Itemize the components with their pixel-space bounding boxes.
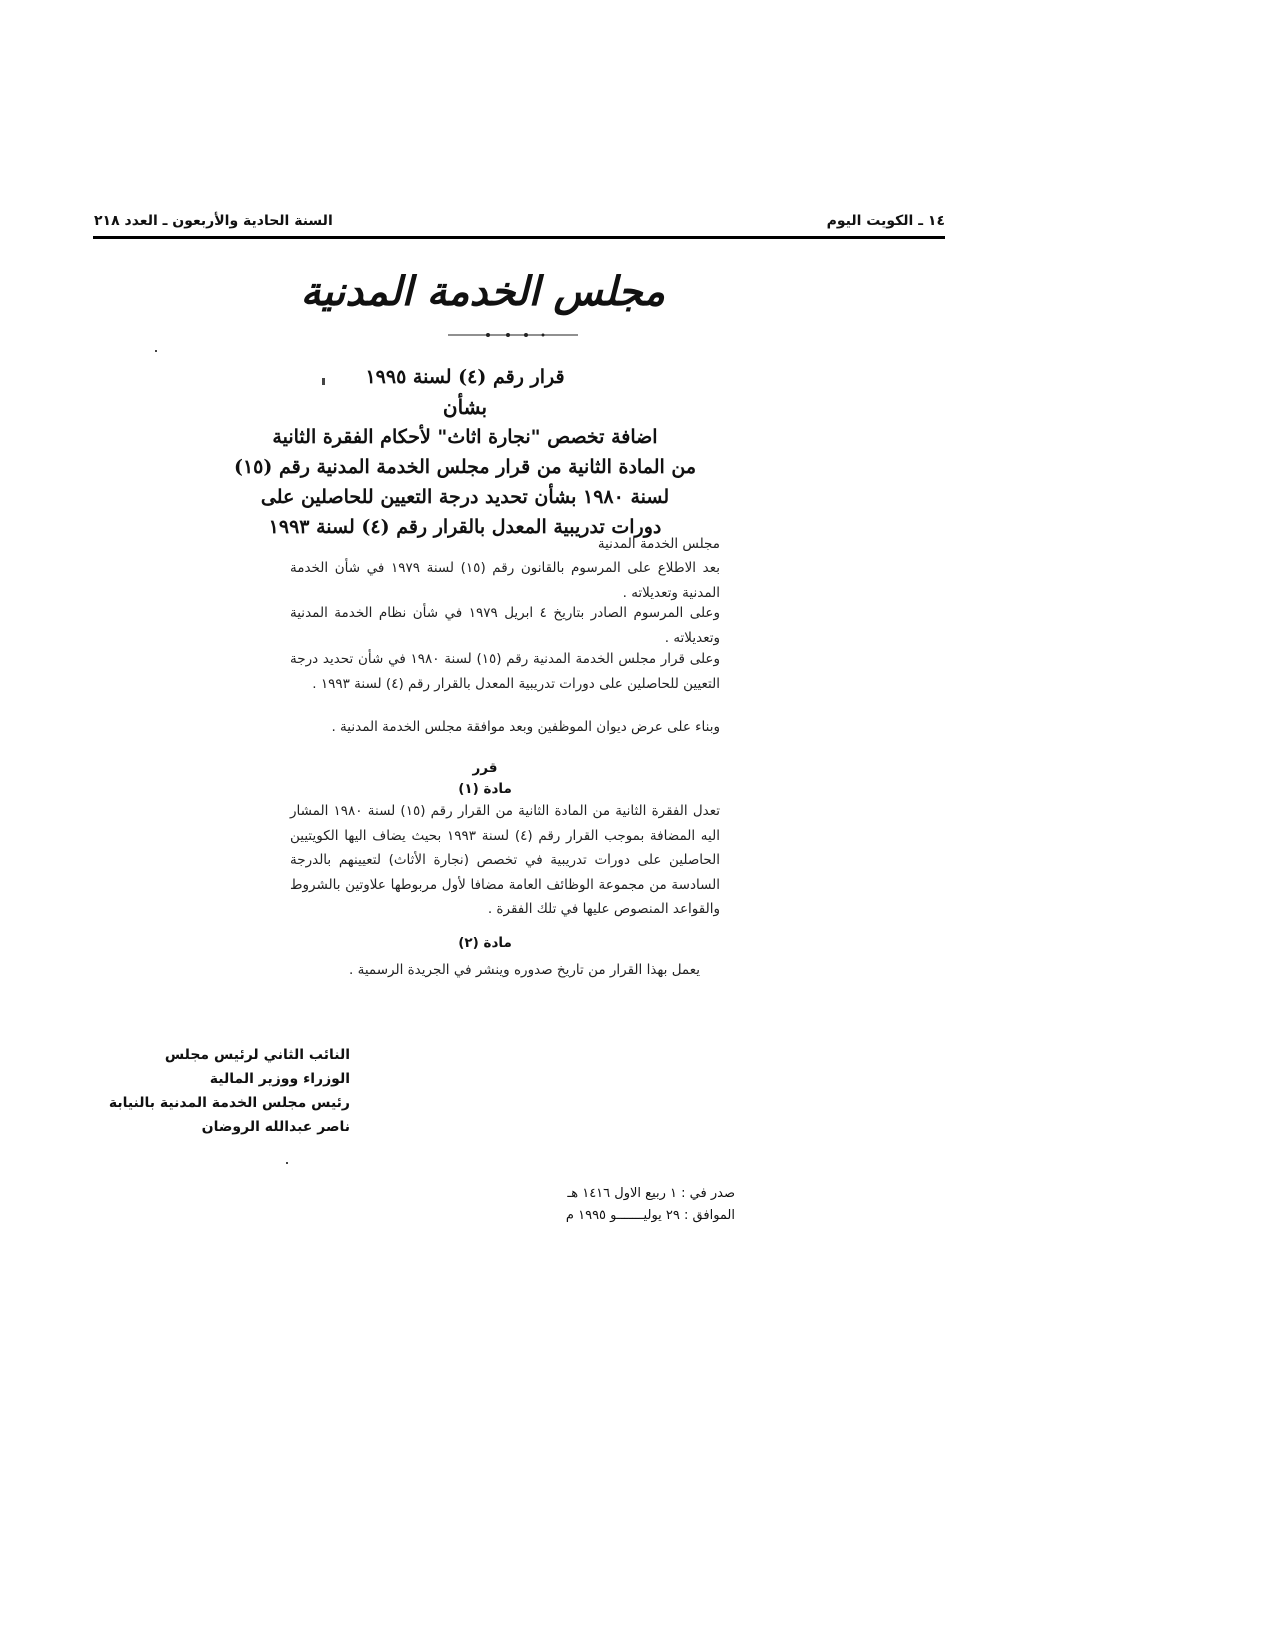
issued-dates — [566, 1183, 735, 1227]
decision-regarding: بشأن — [442, 395, 488, 419]
scan-speck — [322, 378, 325, 385]
article-label: مادة (١) — [458, 781, 512, 797]
decision-title — [185, 362, 745, 542]
page-header-right: السنة الحادية والأربعون ـ العدد ٢١٨ — [94, 213, 333, 229]
decision-subject-line: من المادة الثانية من قرار مجلس الخدمة المدنية رقم (١٥) — [233, 456, 697, 478]
article-text: يعمل بهذا القرار من تاريخ صدوره وينشر في الجريدة الرسمية . — [349, 962, 700, 978]
preamble-paragraph: بعد الاطلاع على المرسوم بالقانون رقم (١٥) لسنة ١٩٧٩ في شأن الخدمة المدنية وتعديلاته . — [290, 560, 720, 601]
signature-block — [109, 1043, 350, 1139]
preamble-paragraph: وعلى قرار مجلس الخدمة المدنية رقم (١٥) لسنة ١٩٨٠ في شأن تحديد درجة التعيين للحاصلين على دورات تدريبية المعدل بالقرار رقم (٤) لسنة ١٩٩٣ . — [290, 651, 720, 692]
signatory-name: ناصر عبدالله الروضان — [201, 1119, 350, 1135]
preamble-paragraph: وعلى المرسوم الصادر بتاريخ ٤ ابريل ١٩٧٩ في شأن نظام الخدمة المدنية وتعديلاته . — [290, 605, 721, 646]
page-header-left: ١٤ ـ الكويت اليوم — [826, 213, 945, 229]
header-rule — [93, 236, 945, 239]
preamble-paragraph: وبناء على عرض ديوان الموظفين وبعد موافقة مجلس الخدمة المدنية . — [331, 719, 720, 735]
scan-speck — [286, 1162, 288, 1164]
decision-subject-line: لسنة ١٩٨٠ بشأن تحديد درجة التعيين للحاصلين على — [260, 486, 670, 508]
signature-line: الوزراء ووزير المالية — [209, 1071, 350, 1087]
decision-subject-line: دورات تدريبية المعدل بالقرار رقم (٤) لسنة ١٩٩٣ — [268, 516, 662, 538]
decision-subject-line: اضافة تخصص "نجارة اثاث" لأحكام الفقرة الثانية — [272, 426, 658, 448]
ornament-divider — [448, 330, 578, 340]
preamble-issuer: مجلس الخدمة المدنية — [597, 536, 720, 552]
masthead-calligraphy: مجلس الخدمة المدنية — [300, 268, 665, 315]
scan-speck — [155, 350, 157, 352]
article-label: مادة (٢) — [458, 935, 512, 951]
issued-hijri: صدر في : ١ ربيع الاول ١٤١٦ هـ — [567, 1186, 735, 1201]
signature-line: رئيس مجلس الخدمة المدنية بالنيابة — [108, 1095, 350, 1111]
decision-number: قرار رقم (٤) لسنة ١٩٩٥ — [365, 366, 565, 388]
signature-line: النائب الثاني لرئيس مجلس — [164, 1047, 350, 1063]
decided-label: قرر — [472, 760, 498, 776]
article-text: تعدل الفقرة الثانية من المادة الثانية من القرار رقم (١٥) لسنة ١٩٨٠ المشار اليه المضافة بموجب القرار رقم (٤) لسنة ١٩٩٣ بحيث يضاف اليها الكويتيين الحاصلين على دورات تدريبية في تخصص (نجارة الأثاث) لتعيينهم بالدرجة السادسة من مجموعة الوظائف العامة مضافا لأول مربوطها علاوتين بالشروط والقواعد المنصوص عليها في تلك الفقرة . — [290, 803, 720, 918]
issued-gregorian: الموافق : ٢٩ يوليـــــــو ١٩٩٥ م — [565, 1208, 735, 1223]
